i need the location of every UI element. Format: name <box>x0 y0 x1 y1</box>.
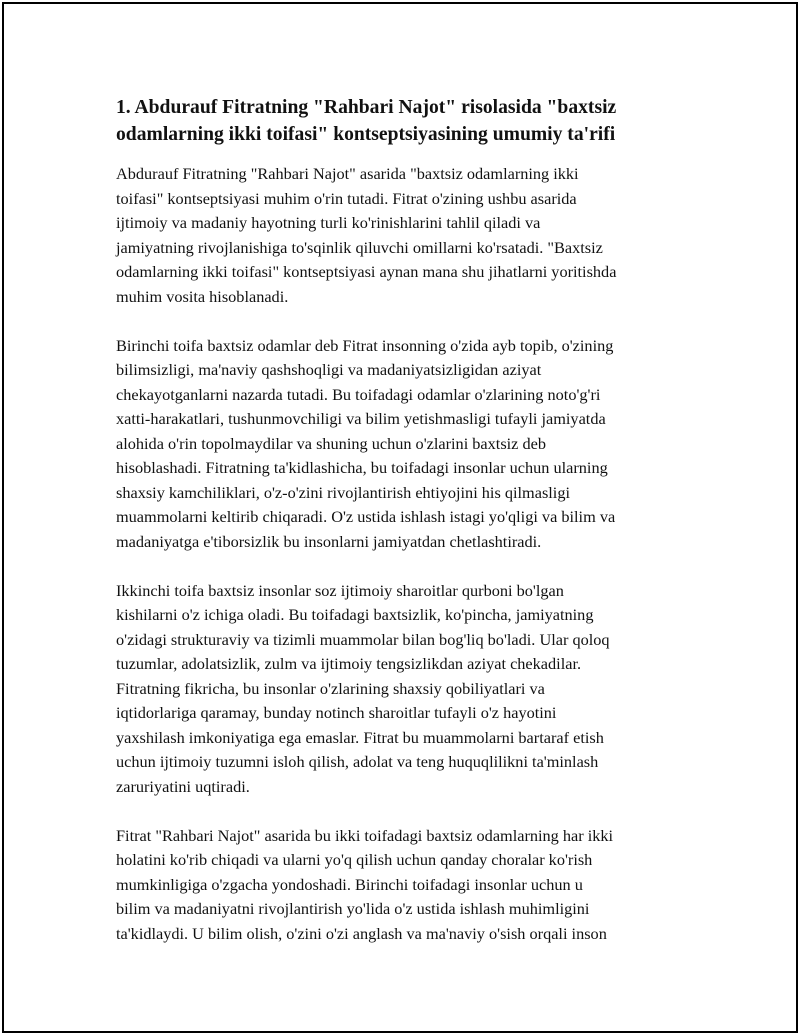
paragraph-intro <box>116 162 684 309</box>
text-line: madaniyatga e'tiborsizlik bu insonlarni jamiyatdan chetlashtiradi. <box>116 531 542 551</box>
text-line: o'zidagi strukturaviy va tizimli muammolar bilan bog'liq bo'ladi. Ular qoloq <box>116 629 610 649</box>
text-line: jamiyatning rivojlanishiga to'sqinlik qiluvchi omillarni ko'rsatadi. "Baxtsiz <box>116 237 603 257</box>
text-line: muammolarni keltirib chiqaradi. O'z ustida ishlash istagi yo'qligi va bilim va <box>116 507 616 526</box>
text-line: Fitratning fikricha, bu insonlar o'zlarining shaxsiy qobiliyatlari va <box>116 678 545 698</box>
heading-line: odamlarning ikki toifasi" kontseptsiyasining umumiy ta'rifi <box>116 124 616 145</box>
text-line: chekayotganlarni nazarda tutadi. Bu toifadagi odamlar o'zlarining noto'g'ri <box>116 384 601 404</box>
text-line: mumkinligiga o'zgacha yondoshadi. Birinchi toifadagi insonlar uchun u <box>116 874 583 894</box>
text-line: iqtidorlariga qaramay, bunday notinch sharoitlar tufayli o'z hayotini <box>116 703 557 722</box>
text-line: yaxshilash imkoniyatiga ega emaslar. Fitrat bu muammolarni bartaraf etish <box>116 727 604 747</box>
text-line: bilimsizligi, ma'naviy qashshoqligi va madaniyatsizligidan aziyat <box>116 360 542 379</box>
paragraph-approach <box>116 824 684 947</box>
text-line: toifasi" kontseptsiyasi muhim o'rin tutadi. Fitrat o'zining ushbu asarida <box>116 188 577 208</box>
paragraph-second-category <box>116 579 684 800</box>
text-line: xatti-harakatlari, tushunmovchiligi va bilim yetishmasligi tufayli jamiyatda <box>116 409 606 428</box>
text-line: odamlarning ikki toifasi" kontseptsiyasi aynan mana shu jihatlarni yoritishda <box>116 262 617 281</box>
text-line: zaruriyatini uqtiradi. <box>116 776 250 796</box>
text-line: Fitrat "Rahbari Najot" asarida bu ikki toifadagi baxtsiz odamlarning har ikki <box>116 825 614 845</box>
section-heading <box>116 94 684 148</box>
document-body <box>116 94 684 971</box>
text-line: shaxsiy kamchiliklari, o'z-o'zini rivojlantirish ehtiyojini his qilmasligi <box>116 482 570 502</box>
text-line: kishilarni o'z ichiga oladi. Bu toifadagi baxtsizlik, ko'pincha, jamiyatning <box>116 605 594 624</box>
text-line: uchun ijtimoiy tuzumni isloh qilish, adolat va teng huquqlilikni ta'minlash <box>116 752 599 771</box>
text-line: Birinchi toifa baxtsiz odamlar deb Fitrat insonning o'zida ayb topib, o'zining <box>116 335 614 355</box>
text-line: alohida o'rin topolmaydilar va shuning uchun o'zlarini baxtsiz deb <box>116 433 546 453</box>
text-line: ta'kidlaydi. U bilim olish, o'zini o'zi anglash va ma'naviy o'sish orqali inson <box>116 923 607 943</box>
text-line: hisoblashadi. Fitratning ta'kidlashicha, bu toifadagi insonlar uchun ularning <box>116 458 608 477</box>
text-line: Ikkinchi toifa baxtsiz insonlar soz ijtimoiy sharoitlar qurboni bo'lgan <box>116 580 564 600</box>
text-line: ijtimoiy va madaniy hayotning turli ko'rinishlarini tahlil qiladi va <box>116 213 541 232</box>
paragraph-first-category <box>116 334 684 555</box>
text-line: tuzumlar, adolatsizlik, zulm va ijtimoiy tengsizlikdan aziyat chekadilar. <box>116 654 582 673</box>
text-line: bilim va madaniyatni rivojlantirish yo'lida o'z ustida ishlash muhimligini <box>116 899 590 918</box>
heading-line: 1. Abdurauf Fitratning "Rahbari Najot" risolasida "baxtsiz <box>116 97 617 118</box>
text-line: Abdurauf Fitratning "Rahbari Najot" asarida "baxtsiz odamlarning ikki <box>116 164 579 183</box>
text-line: muhim vosita hisoblanadi. <box>116 286 289 306</box>
text-line: holatini ko'rib chiqadi va ularni yo'q qilish uchun qanday choralar ko'rish <box>116 850 593 869</box>
